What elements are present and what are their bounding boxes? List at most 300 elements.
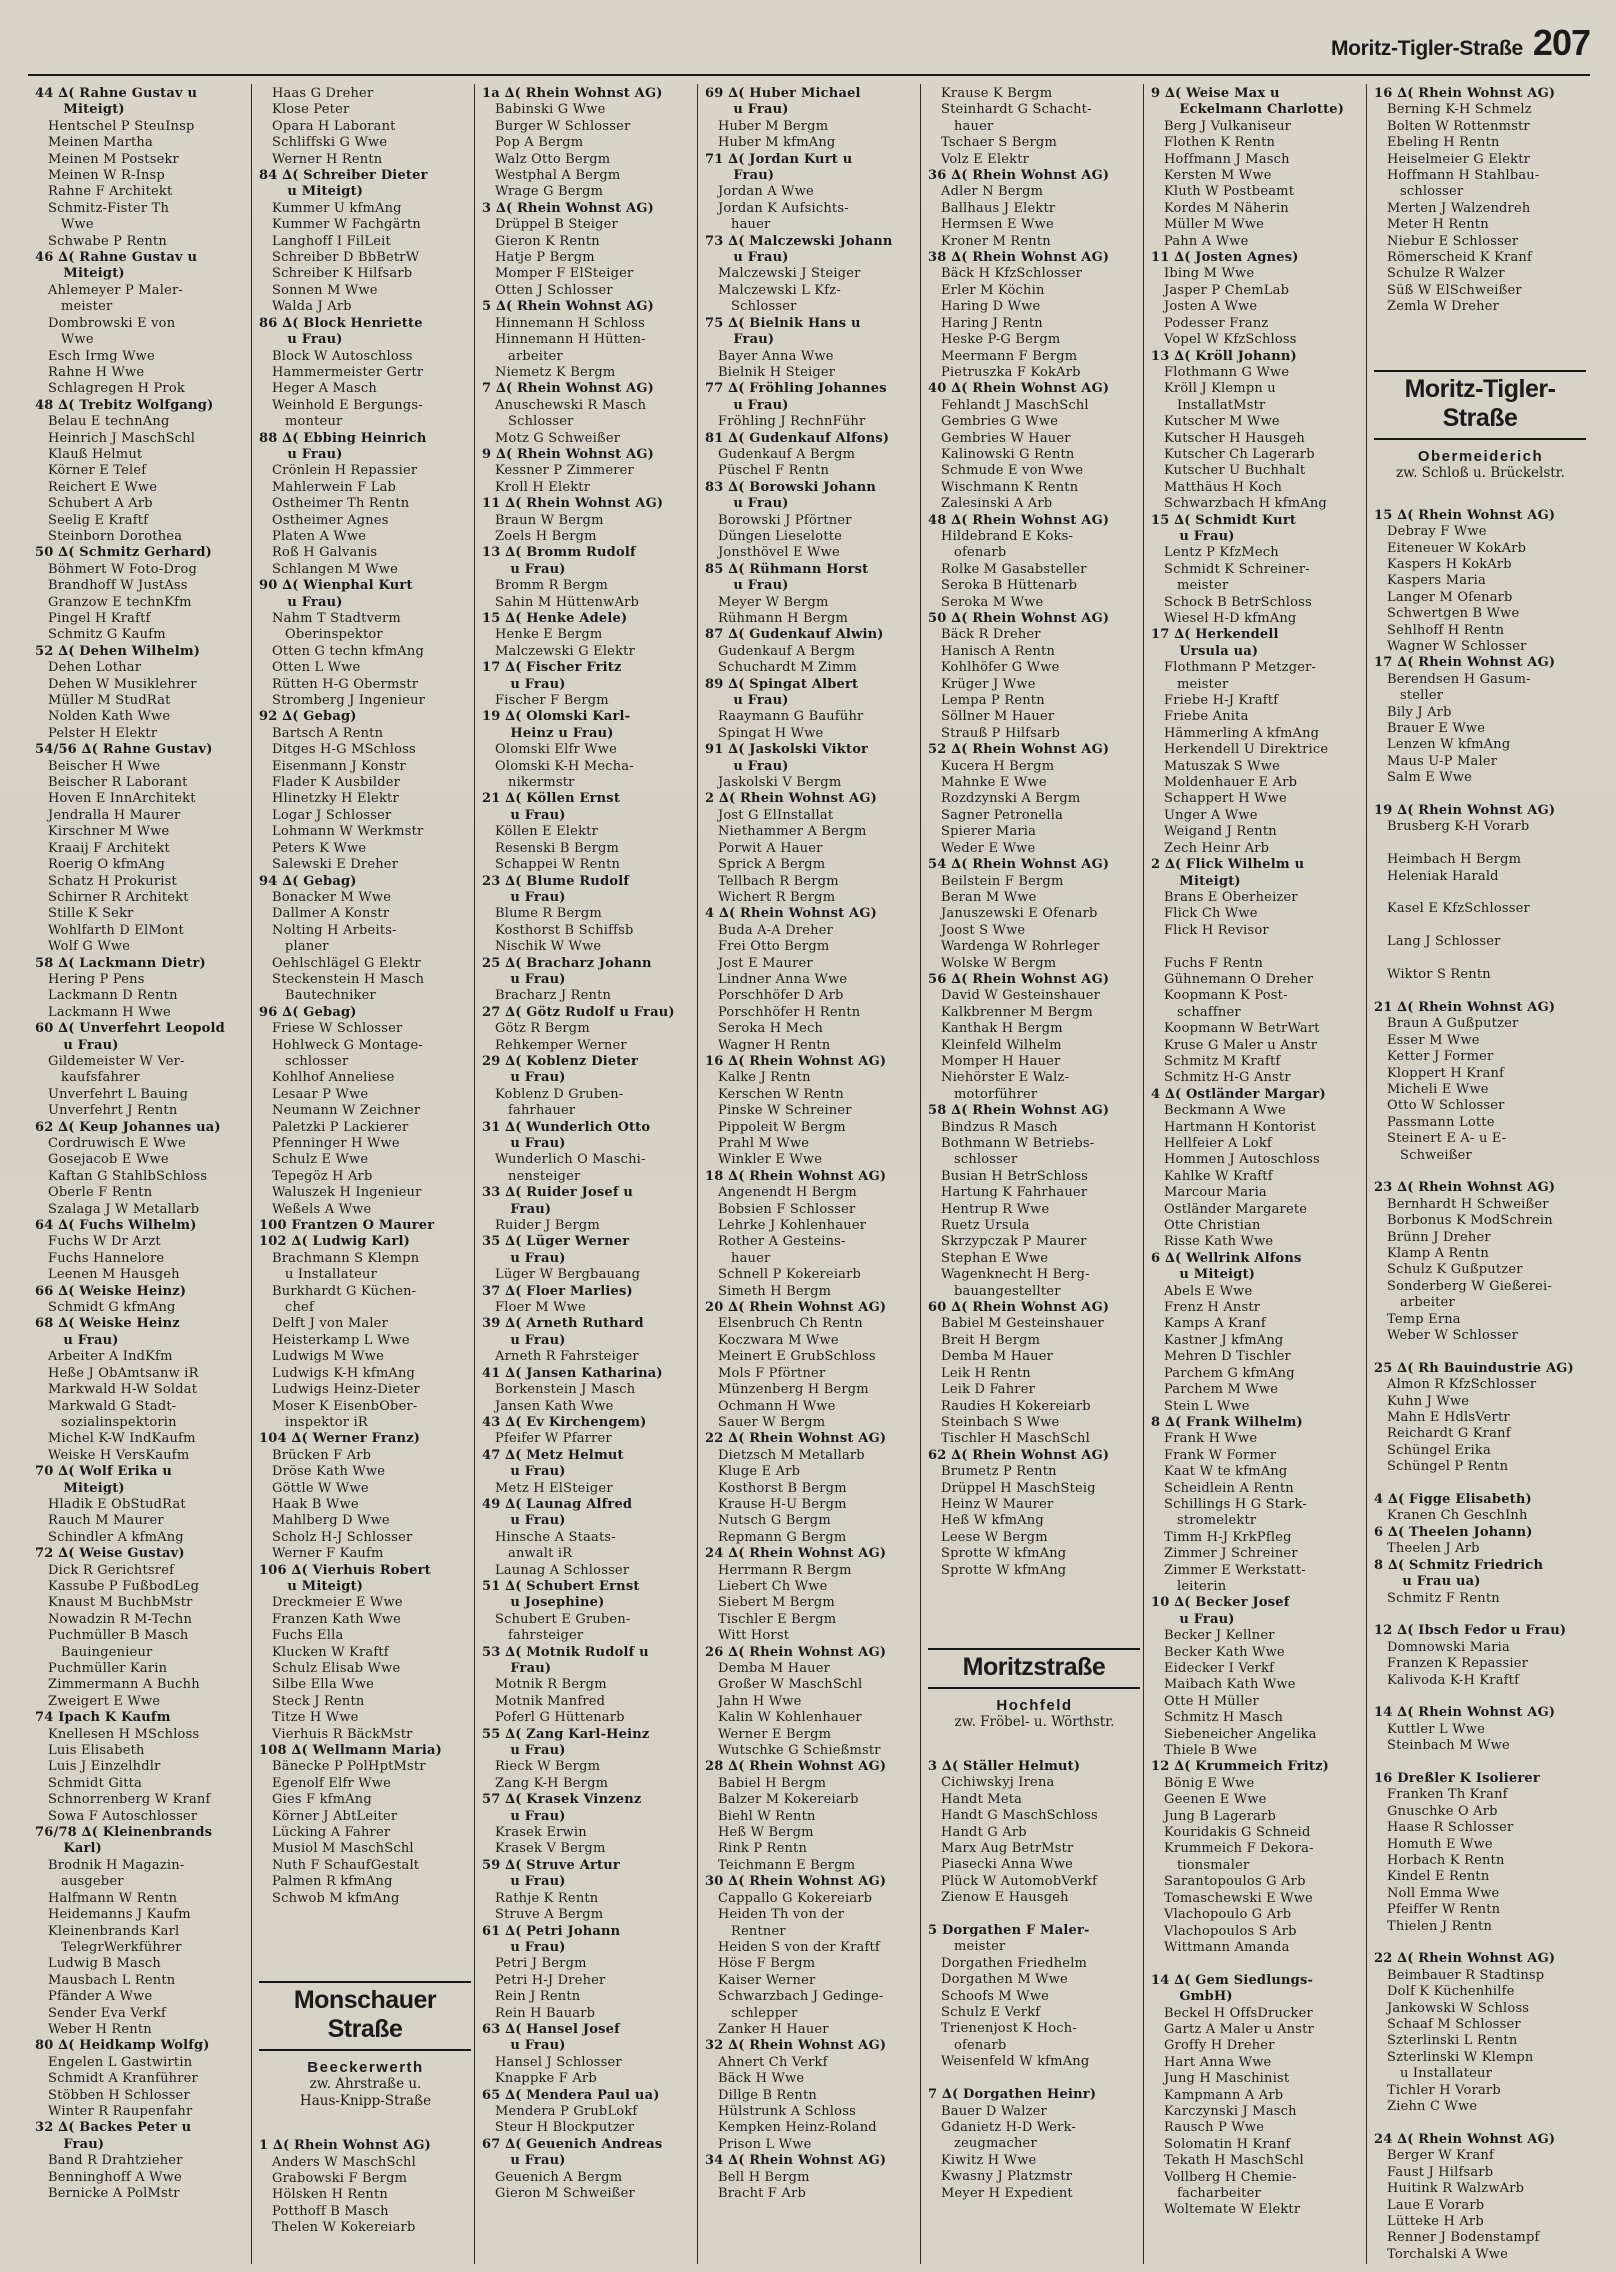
directory-line: Tichler H Vorarb xyxy=(1374,2082,1501,2098)
directory-line: Kuttler L Wwe xyxy=(1374,1721,1485,1737)
directory-line: Kaspers H KokArb xyxy=(1374,556,1512,572)
directory-line: Vierhuis R BäckMstr xyxy=(259,1726,413,1742)
directory-line: Rother A Gesteins- xyxy=(705,1234,846,1250)
directory-line: Brans E Oberheizer xyxy=(1151,889,1298,905)
directory-line: 24 ∆( Rhein Wohnst AG) xyxy=(705,1546,887,1562)
directory-line: nensteiger xyxy=(482,1168,581,1184)
directory-line: u Frau) xyxy=(482,676,566,692)
directory-line: u Installateur xyxy=(1374,2066,1493,2082)
directory-line: Spingat H Wwe xyxy=(705,725,824,741)
directory-line: Haring J Rentn xyxy=(928,315,1043,331)
directory-line: Winkler E Wwe xyxy=(705,1152,823,1168)
directory-line: Volz E Elektr xyxy=(928,151,1030,167)
directory-line: Kummer W Fachgärtn xyxy=(259,217,422,233)
directory-line: Titze H Wwe xyxy=(259,1710,359,1726)
directory-line: Kummer U kfmAng xyxy=(259,200,402,216)
directory-line: Rentner xyxy=(705,1923,786,1939)
directory-line: Pippoleit W Bergm xyxy=(705,1119,846,1135)
directory-line: Zang K-H Bergm xyxy=(482,1775,609,1791)
directory-line: Demba M Hauer xyxy=(705,1661,831,1676)
directory-line: Rolke M Gasabsteller xyxy=(928,561,1087,577)
directory-line: Heße J ObAmtsanw iR xyxy=(35,1365,199,1381)
directory-line: Otten L Wwe xyxy=(259,660,361,676)
directory-line: Lindner Anna Wwe xyxy=(705,971,848,987)
directory-line: Schindler A kfmAng xyxy=(35,1529,184,1545)
directory-line: Szterlinski L Rentn xyxy=(1374,2033,1518,2049)
directory-line: Krüger J Wwe xyxy=(928,676,1036,692)
blank-line xyxy=(1374,983,1587,999)
directory-line: Miteigt) xyxy=(35,266,125,282)
directory-line: Markwald H-W Soldat xyxy=(35,1382,198,1398)
directory-line: u Frau) xyxy=(705,250,789,266)
directory-line: Blume R Bergm xyxy=(482,906,602,922)
directory-line: Nutsch G Bergm xyxy=(705,1513,831,1529)
directory-line: Frei Otto Bergm xyxy=(705,939,830,955)
directory-line: Haas G Dreher xyxy=(259,86,374,101)
directory-line: 24 ∆( Rhein Wohnst AG) xyxy=(1374,2131,1556,2147)
directory-line: Metz H ElSteiger xyxy=(482,1480,613,1496)
directory-line: Thielen J Rentn xyxy=(1374,1918,1493,1934)
directory-line: 8 ∆( Schmitz Friedrich xyxy=(1374,1557,1544,1573)
directory-line: Heiselmeier G Elektr xyxy=(1374,151,1531,167)
directory-line: Wiktor S Rentn xyxy=(1374,967,1491,983)
directory-line: Lütteke H Arb xyxy=(1374,2213,1484,2229)
directory-line: Bromm R Bergm xyxy=(482,578,609,594)
directory-line: 41 ∆( Jansen Katharina) xyxy=(482,1365,663,1381)
directory-line: Porwit A Hauer xyxy=(705,840,823,856)
directory-line: Luis Elisabeth xyxy=(35,1743,145,1759)
directory-line: 43 ∆( Ev Kirchengem) xyxy=(482,1414,647,1430)
directory-line: 16 Dreßler K Isolierer xyxy=(1374,1770,1540,1786)
directory-line: Zoels H Bergm xyxy=(482,528,597,544)
directory-line: 2 ∆( Flick Wilhelm u xyxy=(1151,857,1305,873)
directory-line: Palmen R kfmAng xyxy=(259,1874,393,1890)
directory-line: Pfeiffer W Rentn xyxy=(1374,1902,1501,1918)
directory-line: Hladik E ObStudRat xyxy=(35,1496,186,1512)
directory-line: Unger A Wwe xyxy=(1151,807,1258,823)
directory-line: Angenendt H Bergm xyxy=(705,1185,857,1201)
directory-line: Bracht F Arb xyxy=(705,2186,807,2201)
directory-line: u Frau) xyxy=(482,1743,566,1759)
directory-line: Hansel J Schlosser xyxy=(482,2054,622,2070)
directory-line: Römerscheid K Kranf xyxy=(1374,250,1532,266)
directory-line: Kluge E Arb xyxy=(705,1464,801,1480)
directory-line: Olomski K-H Mecha- xyxy=(482,758,634,774)
directory-line: 92 ∆( Gebag) xyxy=(259,709,357,725)
directory-line: Burkhardt G Küchen- xyxy=(259,1283,417,1299)
directory-line: Rieck W Bergm xyxy=(482,1759,601,1775)
directory-line: Nahm T Stadtverm xyxy=(259,611,401,626)
directory-line: Szalaga J W Metallarb xyxy=(35,1201,200,1217)
directory-line: Walda J Arb xyxy=(259,299,352,315)
directory-line: Laue E Vorarb xyxy=(1374,2197,1485,2213)
column-gap xyxy=(928,1579,1141,1634)
directory-line: Roerig O kfmAng xyxy=(35,857,166,873)
directory-line: 15 ∆( Schmidt Kurt xyxy=(1151,512,1297,528)
directory-line: Potthoff B Masch xyxy=(259,2203,389,2219)
directory-line: Motz G Schweißer xyxy=(482,430,621,446)
directory-line: Cordruwisch E Wwe xyxy=(35,1136,186,1151)
directory-line: Dorgathen Friedhelm xyxy=(928,1955,1088,1971)
directory-line: tionsmaler xyxy=(1151,1857,1250,1873)
directory-line: Weder E Wwe xyxy=(928,840,1036,856)
blank-line xyxy=(1151,939,1364,955)
directory-line: u Frau) xyxy=(482,561,566,577)
directory-line: Busian H BetrSchloss xyxy=(928,1168,1089,1184)
directory-line: Langer M Ofenarb xyxy=(1374,589,1513,605)
directory-line: u Frau) xyxy=(482,1808,566,1824)
directory-line: Kempken Heinz-Roland xyxy=(705,2120,877,2136)
directory-line: Jung H Maschinist xyxy=(1151,2071,1290,2087)
directory-line: Esser M Wwe xyxy=(1374,1032,1480,1048)
directory-line: Gnuschke O Arb xyxy=(1374,1803,1498,1819)
directory-line: 86 ∆( Block Henriette xyxy=(259,315,423,331)
directory-line: Frau) xyxy=(35,2136,105,2152)
directory-line: Noll Emma Wwe xyxy=(1374,1885,1500,1901)
directory-line: 66 ∆( Weiske Heinz) xyxy=(35,1283,187,1299)
directory-line: 85 ∆( Rühmann Horst xyxy=(705,561,869,577)
directory-line: Rausch P Wwe xyxy=(1151,2120,1265,2136)
directory-line: Wischmann K Rentn xyxy=(928,479,1079,495)
directory-line: Crönlein H Repassier xyxy=(259,463,418,479)
directory-line: 22 ∆( Rhein Wohnst AG) xyxy=(1374,1951,1556,1967)
directory-line: Mehren D Tischler xyxy=(1151,1349,1291,1365)
directory-line: Hering P Pens xyxy=(35,971,145,987)
directory-line: Heisterkamp L Wwe xyxy=(259,1332,410,1348)
directory-line: Bolten W Rottenmstr xyxy=(1374,118,1530,134)
directory-line: Koblenz D Gruben- xyxy=(482,1086,624,1102)
directory-line: Kerschen W Rentn xyxy=(705,1086,844,1102)
directory-line: Hölsken H Rentn xyxy=(259,2187,388,2203)
directory-line: Meinen M Postsekr xyxy=(35,151,179,167)
directory-line: 108 ∆( Wellmann Maria) xyxy=(259,1743,442,1759)
directory-line: Almon R KfzSchlosser xyxy=(1374,1377,1537,1393)
directory-line: fahrhauer xyxy=(482,1103,576,1119)
directory-line: Dick R Gerichtsref xyxy=(35,1562,175,1578)
directory-line: Seroka M Wwe xyxy=(928,594,1044,610)
directory-line: 11 ∆( Josten Agnes) xyxy=(1151,250,1299,266)
directory-line: Berendsen H Gasum- xyxy=(1374,671,1531,687)
directory-line: Raudies H Kokereiarb xyxy=(928,1398,1091,1414)
directory-line: Kiwitz H Wwe xyxy=(928,2152,1037,2168)
directory-line: Block W Autoschloss xyxy=(259,348,413,364)
directory-line: Weßels A Wwe xyxy=(259,1201,372,1217)
directory-line: Kroll H Elektr xyxy=(482,479,591,495)
directory-line: Kutscher Ch Lagerarb xyxy=(1151,446,1315,462)
directory-line: Lackmann D Rentn xyxy=(35,988,178,1004)
directory-line: Dolf K Küchenhilfe xyxy=(1374,1984,1515,2000)
directory-line: Hammermeister Gertr xyxy=(259,364,424,380)
blank-line xyxy=(1374,1935,1587,1951)
directory-line: Wolf G Wwe xyxy=(35,939,131,955)
directory-line: Stromberg J Ingenieur xyxy=(259,693,426,709)
directory-line: Schlosser xyxy=(482,414,574,430)
directory-line: Risse Kath Wwe xyxy=(1151,1234,1274,1250)
directory-line: Scholz H-J Schlosser xyxy=(259,1529,413,1545)
directory-line: Nuth F SchaufGestalt xyxy=(259,1857,420,1873)
directory-line: Strauß P Hilfsarb xyxy=(928,725,1060,741)
directory-line: Braun A Gußputzer xyxy=(1374,1016,1519,1032)
directory-line: Brünn J Dreher xyxy=(1374,1229,1491,1245)
directory-line: Olomski Elfr Wwe xyxy=(482,742,617,758)
directory-line: 36 ∆( Rhein Wohnst AG) xyxy=(928,168,1110,184)
directory-line: 104 ∆( Werner Franz) xyxy=(259,1431,421,1447)
directory-line: Schüngel P Rentn xyxy=(1374,1459,1509,1475)
directory-line: Bielnik H Steiger xyxy=(705,364,836,380)
directory-line: u Frau) xyxy=(35,1332,119,1348)
directory-line: Skrzypczak P Maurer xyxy=(928,1234,1087,1250)
directory-line: Hoven E InnArchitekt xyxy=(35,791,196,807)
directory-line: Fuchs W Dr Arzt xyxy=(35,1234,161,1250)
directory-line: Adler N Bergm xyxy=(928,184,1044,200)
directory-line: Kaftan G StahlbSchloss xyxy=(35,1168,208,1184)
directory-line: Ibing M Wwe xyxy=(1151,266,1255,282)
directory-line: Hentrup R Wwe xyxy=(928,1201,1050,1217)
directory-line: Malczewski L Kfz- xyxy=(705,282,841,298)
directory-line: 32 ∆( Backes Peter u xyxy=(35,2120,192,2136)
directory-line: Kouridakis G Schneid xyxy=(1151,1825,1311,1841)
blank-line xyxy=(1151,1956,1364,1972)
directory-line: Sprick A Bergm xyxy=(705,857,826,873)
directory-line: Pinske W Schreiner xyxy=(705,1103,852,1119)
blank-line xyxy=(1374,1344,1587,1360)
directory-line: Kleinenbrands Karl xyxy=(35,1923,180,1939)
directory-line: Jendralla H Maurer xyxy=(35,807,181,823)
directory-line: Beckmann A Wwe xyxy=(1151,1103,1286,1119)
directory-line: Wichert R Bergm xyxy=(705,889,836,905)
directory-line: Sonderberg W Gießerei- xyxy=(1374,1278,1552,1294)
directory-line: kaufsfahrer xyxy=(35,1070,140,1086)
directory-line: 100 Frantzen O Maurer xyxy=(259,1218,435,1234)
directory-line: 60 ∆( Rhein Wohnst AG) xyxy=(928,1300,1110,1316)
directory-line: Jonsthövel E Wwe xyxy=(705,545,840,561)
directory-line: 74 Ipach K Kaufm xyxy=(35,1710,171,1726)
directory-line: Kroner M Rentn xyxy=(928,233,1051,249)
directory-line: Liebert Ch Wwe xyxy=(705,1578,828,1594)
directory-line: Geenen E Wwe xyxy=(1151,1792,1267,1808)
directory-line: Otten J Schlosser xyxy=(482,282,613,298)
directory-line: 72 ∆( Weise Gustav) xyxy=(35,1546,185,1562)
directory-line: 58 ∆( Lackmann Dietr) xyxy=(35,955,206,971)
directory-line: Rozdzynski A Bergm xyxy=(928,791,1081,807)
directory-line: Egenolf Elfr Wwe xyxy=(259,1775,391,1791)
directory-line: Schreiber K Hilfsarb xyxy=(259,266,413,282)
directory-line: Logar J Schlosser xyxy=(259,807,392,823)
directory-line: Koopmann K Post- xyxy=(1151,988,1288,1004)
directory-line: Kasel E KfzSchlosser xyxy=(1374,901,1530,917)
directory-line: Schubert E Gruben- xyxy=(482,1611,631,1627)
directory-line: Beran M Wwe xyxy=(928,889,1037,905)
directory-line: Götz R Bergm xyxy=(482,1021,590,1037)
directory-line: Meinen W R-Insp xyxy=(35,168,165,184)
directory-line: Kluth W Postbeamt xyxy=(1151,184,1295,200)
directory-line: Bonacker M Wwe xyxy=(259,889,392,905)
directory-line: Hatje P Bergm xyxy=(482,250,595,266)
directory-line: 50 ∆( Schmitz Gerhard) xyxy=(35,545,213,561)
directory-line: 58 ∆( Rhein Wohnst AG) xyxy=(928,1103,1110,1119)
directory-line: 57 ∆( Krasek Vinzenz xyxy=(482,1792,642,1808)
directory-line: Reichardt G Kranf xyxy=(1374,1426,1511,1442)
directory-columns xyxy=(28,84,1590,2264)
directory-line: Zimmer E Werkstatt- xyxy=(1151,1562,1306,1578)
district-range: Haus-Knipp-Straße xyxy=(299,2093,432,2110)
directory-line: Schmitz M Kraftf xyxy=(1151,1053,1281,1069)
directory-line: Luis J Einzelhdlr xyxy=(35,1759,161,1775)
directory-line: Koopmann W BetrWart xyxy=(1151,1021,1320,1037)
directory-line: Burger W Schlosser xyxy=(482,118,631,134)
directory-line: Pahn A Wwe xyxy=(1151,233,1249,249)
directory-line: 17 ∆( Fischer Fritz xyxy=(482,660,622,676)
directory-line: Heidemanns J Kaufm xyxy=(35,1907,191,1923)
directory-line: Kirschner M Wwe xyxy=(35,824,170,840)
directory-line: Klose Peter xyxy=(259,102,350,118)
directory-line: Jung B Lagerarb xyxy=(1151,1808,1276,1824)
directory-line: Meinen Martha xyxy=(35,135,153,151)
directory-line: Nolting H Arbeits- xyxy=(259,922,397,938)
street-section-header: Moritz-Tigler-Straße xyxy=(1374,370,1586,440)
directory-line: Friese W Schlosser xyxy=(259,1021,403,1037)
directory-line: Ostheimer Agnes xyxy=(259,512,389,528)
directory-line: Petri H-J Dreher xyxy=(482,1972,606,1988)
directory-line: Rink P Rentn xyxy=(705,1841,808,1857)
directory-line: Horbach K Rentn xyxy=(1374,1853,1505,1868)
directory-line: Wunderlich O Maschi- xyxy=(482,1152,646,1168)
directory-line: 62 ∆( Rhein Wohnst AG) xyxy=(928,1447,1110,1463)
directory-line: Abels E Wwe xyxy=(1151,1283,1253,1299)
directory-line: 65 ∆( Mendera Paul ua) xyxy=(482,2087,660,2103)
blank-line xyxy=(1374,885,1587,901)
directory-line: Heß W kfmAng xyxy=(928,1513,1044,1529)
directory-line: Homuth E Wwe xyxy=(1374,1836,1493,1852)
directory-line: Musiol M MaschSchl xyxy=(259,1841,414,1857)
directory-line: Mahlerwein F Lab xyxy=(259,479,397,495)
directory-line: 11 ∆( Rhein Wohnst AG) xyxy=(482,496,664,512)
directory-line: leiterin xyxy=(1151,1578,1227,1594)
directory-line: Beckel H OffsDrucker xyxy=(1151,2005,1313,2021)
directory-line: Kastner J kfmAng xyxy=(1151,1332,1284,1348)
directory-line: Bayer Anna Wwe xyxy=(705,348,834,364)
directory-line: u Frau) xyxy=(705,758,789,774)
directory-line: Wutschke G Schießmstr xyxy=(705,1743,881,1759)
directory-line: 89 ∆( Spingat Albert xyxy=(705,676,859,692)
directory-line: Woltemate W Elektr xyxy=(1151,2202,1301,2218)
directory-line: 48 ∆( Trebitz Wolfgang) xyxy=(35,397,214,413)
directory-line: Kohlhöfer G Wwe xyxy=(928,660,1060,676)
directory-line: Knellesen H MSchloss xyxy=(35,1726,200,1742)
directory-line: u Frau) xyxy=(482,2153,566,2169)
directory-line: Ludwigs K-H kfmAng xyxy=(259,1365,416,1381)
directory-line: Weber W Schlosser xyxy=(1374,1328,1519,1343)
directory-line: Oberle F Rentn xyxy=(35,1185,153,1201)
directory-line: 44 ∆( Rahne Gustav u xyxy=(35,86,198,101)
directory-line: Sprotte W kfmAng xyxy=(928,1546,1067,1562)
directory-line: Witt Horst xyxy=(705,1628,790,1644)
directory-line: Kosthorst B Bergm xyxy=(705,1480,847,1496)
directory-line: Hülstrunk A Schloss xyxy=(705,2103,856,2119)
directory-line: Wwe xyxy=(35,217,94,233)
directory-line: Bäck R Dreher xyxy=(928,627,1041,643)
directory-line: 17 ∆( Rhein Wohnst AG) xyxy=(1374,655,1556,671)
directory-line: Borowski J Pförtner xyxy=(705,512,852,528)
directory-line: u Frau) xyxy=(482,889,566,905)
directory-line: Flothmann P Metzger- xyxy=(1151,660,1317,676)
directory-line: Huber M Bergm xyxy=(705,118,829,134)
directory-line: Ursula ua) xyxy=(1151,643,1259,659)
directory-line: Niehörster E Walz- xyxy=(928,1070,1070,1086)
directory-line: Lücking A Fahrer xyxy=(259,1825,391,1841)
directory-line: Miteigt) xyxy=(35,1480,125,1496)
directory-line: Sprotte W kfmAng xyxy=(928,1562,1067,1578)
directory-line: Friebe H-J Kraftf xyxy=(1151,693,1279,709)
directory-line: Flick H Revisor xyxy=(1151,922,1269,938)
directory-line: Heiden S von der Kraftf xyxy=(705,1939,880,1955)
directory-line: Arneth R Fahrsteiger xyxy=(482,1349,639,1365)
directory-line: Seelig E Kraftf xyxy=(35,512,149,528)
district-name: Hochfeld xyxy=(996,1696,1073,1714)
directory-line: Ballhaus J Elektr xyxy=(928,200,1056,216)
directory-line: schlosser xyxy=(259,1053,349,1069)
directory-line: arbeiter xyxy=(482,348,563,364)
directory-line: 13 ∆( Bromm Rudolf xyxy=(482,545,636,561)
directory-line: Henke E Bergm xyxy=(482,627,603,643)
directory-column-3 xyxy=(474,84,697,2264)
directory-line: 70 ∆( Wolf Erika u xyxy=(35,1464,173,1480)
directory-line: Gembries G Wwe xyxy=(928,414,1059,430)
directory-line: Buda A-A Dreher xyxy=(705,922,834,938)
directory-line: 14 ∆( Gem Siedlungs- xyxy=(1151,1972,1314,1988)
directory-line: Schmidt A Kranführer xyxy=(35,2071,198,2087)
directory-line: Brusberg K-H Vorarb xyxy=(1374,819,1530,835)
directory-line: Halfmann W Rentn xyxy=(35,1890,178,1906)
directory-line: Pfenninger H Wwe xyxy=(259,1136,400,1151)
directory-line: Knaust M BuchbMstr xyxy=(35,1595,193,1611)
directory-line: Kalke J Rentn xyxy=(705,1070,811,1086)
directory-line: Kröll J Klempn u xyxy=(1151,381,1276,397)
directory-line: Hinnemann H Hütten- xyxy=(482,332,646,348)
directory-line: Jankowski W Schloss xyxy=(1374,2000,1530,2016)
directory-line: Koczwara M Wwe xyxy=(705,1332,839,1348)
directory-line: Höse F Bergm xyxy=(705,1956,816,1972)
directory-line: Beimbauer R Stadtinsp xyxy=(1374,1967,1545,1983)
directory-line: 9 ∆( Rhein Wohnst AG) xyxy=(482,446,654,462)
directory-line: Dehen Lothar xyxy=(35,660,142,676)
directory-line: Kucera H Bergm xyxy=(928,758,1055,774)
directory-line: fahrsteiger xyxy=(482,1628,584,1644)
directory-line: Lüger W Bergbauang xyxy=(482,1267,641,1283)
directory-line: 34 ∆( Rhein Wohnst AG) xyxy=(705,2153,887,2169)
directory-line: Salewski E Dreher xyxy=(259,857,399,873)
directory-line: Gudenkauf A Bergm xyxy=(705,446,856,462)
directory-line: Ditges H-G MSchloss xyxy=(259,742,416,758)
directory-line: Gieron K Rentn xyxy=(482,233,600,249)
directory-line: Pop A Bergm xyxy=(482,135,584,151)
directory-line: Siebert M Bergm xyxy=(705,1595,835,1611)
directory-line: Werner H Rentn xyxy=(259,151,383,167)
directory-line: Hoffmann H Stahlbau- xyxy=(1374,168,1540,184)
directory-line: 17 ∆( Herkendell xyxy=(1151,627,1279,643)
directory-column-4 xyxy=(697,84,920,2264)
directory-line: Bobsien F Schlosser xyxy=(705,1201,856,1217)
directory-line: u Frau) xyxy=(482,1464,566,1480)
directory-line: stromelektr xyxy=(1151,1513,1257,1529)
directory-line: Bily J Arb xyxy=(1374,704,1452,720)
directory-line: Meter H Rentn xyxy=(1374,217,1489,233)
directory-line: Granzow E technKfm xyxy=(35,594,192,610)
directory-line: Miteigt) xyxy=(35,102,125,118)
directory-line: Braun W Bergm xyxy=(482,512,604,528)
directory-line: hauer xyxy=(928,118,994,134)
directory-line: Ziehn C Wwe xyxy=(1374,2099,1478,2115)
